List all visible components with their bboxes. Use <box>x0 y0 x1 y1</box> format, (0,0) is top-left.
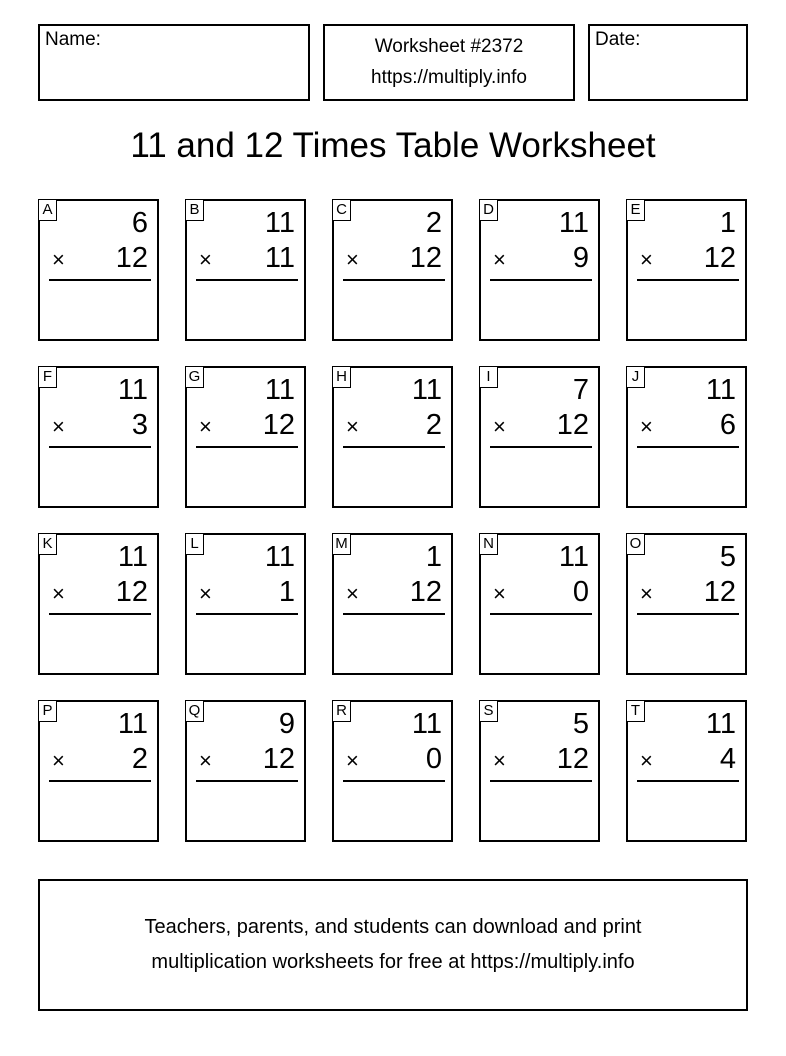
multiplicand: 1 <box>719 207 736 239</box>
problem-letter: J <box>626 366 645 388</box>
multiplier: 12 <box>262 743 295 775</box>
problem-card <box>626 533 747 675</box>
footer-line-2: multiplication worksheets for free at https://multiply.info <box>151 951 635 973</box>
page-title: 11 and 12 Times Table Worksheet <box>130 126 656 165</box>
problem-card <box>332 366 453 508</box>
answer-rule <box>49 780 151 782</box>
multiplier: 6 <box>719 409 736 441</box>
times-sign: × <box>493 581 506 606</box>
answer-rule <box>490 279 592 281</box>
multiplier: 12 <box>115 242 148 274</box>
answer-rule <box>343 780 445 782</box>
multiplicand: 11 <box>117 374 148 406</box>
problem-card <box>479 700 600 842</box>
problem-letter: F <box>38 366 57 388</box>
multiplicand: 6 <box>131 207 148 239</box>
times-sign: × <box>199 748 212 773</box>
multiplicand: 11 <box>558 207 589 239</box>
answer-rule <box>490 613 592 615</box>
problem-card <box>479 533 600 675</box>
name-box <box>38 24 310 101</box>
multiplicand: 11 <box>411 374 442 406</box>
multiplicand: 11 <box>705 374 736 406</box>
name-label: Name: <box>45 29 101 50</box>
answer-rule <box>343 446 445 448</box>
problem-letter: H <box>332 366 351 388</box>
problem-letter: T <box>626 700 645 722</box>
multiplicand: 11 <box>264 541 295 573</box>
problem-letter: M <box>332 533 351 555</box>
problem-card <box>38 366 159 508</box>
multiplier: 4 <box>719 743 736 775</box>
multiplier: 0 <box>572 576 589 608</box>
answer-rule <box>49 613 151 615</box>
multiplier: 12 <box>115 576 148 608</box>
problem-letter: Q <box>185 700 204 722</box>
problem-letter: P <box>38 700 57 722</box>
problem-card <box>626 700 747 842</box>
times-sign: × <box>346 581 359 606</box>
problem-letter: G <box>185 366 204 388</box>
multiplier: 12 <box>409 242 442 274</box>
multiplicand: 11 <box>705 708 736 740</box>
problem-card <box>332 199 453 341</box>
answer-rule <box>196 613 298 615</box>
multiplier: 3 <box>131 409 148 441</box>
multiplier: 9 <box>572 242 589 274</box>
answer-rule <box>490 446 592 448</box>
multiplier: 2 <box>131 743 148 775</box>
answer-rule <box>490 780 592 782</box>
problem-card <box>626 199 747 341</box>
footer-line-1: Teachers, parents, and students can download and print <box>144 916 642 938</box>
answer-rule <box>196 446 298 448</box>
problem-letter: L <box>185 533 204 555</box>
problem-card <box>185 366 306 508</box>
answer-rule <box>196 279 298 281</box>
worksheet-info-box <box>323 24 575 101</box>
website-url: https://multiply.info <box>371 67 527 88</box>
answer-rule <box>49 446 151 448</box>
worksheet-number: Worksheet #2372 <box>374 36 524 57</box>
problem-card <box>332 700 453 842</box>
multiplicand: 11 <box>558 541 589 573</box>
problem-card <box>479 199 600 341</box>
problem-letter: S <box>479 700 498 722</box>
answer-rule <box>343 613 445 615</box>
problem-letter: B <box>185 199 204 221</box>
times-sign: × <box>640 748 653 773</box>
problem-card <box>332 533 453 675</box>
date-label: Date: <box>595 29 641 50</box>
problem-card <box>185 533 306 675</box>
multiplicand: 1 <box>425 541 442 573</box>
multiplicand: 11 <box>264 207 295 239</box>
multiplier: 11 <box>264 242 295 274</box>
multiplicand: 11 <box>117 708 148 740</box>
multiplier: 1 <box>278 576 295 608</box>
answer-rule <box>637 780 739 782</box>
problem-card <box>185 199 306 341</box>
answer-rule <box>637 613 739 615</box>
problem-card <box>38 533 159 675</box>
problem-letter: R <box>332 700 351 722</box>
times-sign: × <box>52 748 65 773</box>
times-sign: × <box>640 581 653 606</box>
problem-card <box>38 199 159 341</box>
times-sign: × <box>493 247 506 272</box>
times-sign: × <box>640 414 653 439</box>
times-sign: × <box>199 414 212 439</box>
times-sign: × <box>346 247 359 272</box>
answer-rule <box>637 279 739 281</box>
problem-letter: C <box>332 199 351 221</box>
problem-letter: A <box>38 199 57 221</box>
times-sign: × <box>640 247 653 272</box>
problem-card <box>185 700 306 842</box>
problem-card <box>38 700 159 842</box>
date-box <box>588 24 748 101</box>
problem-letter: D <box>479 199 498 221</box>
multiplier: 2 <box>425 409 442 441</box>
problem-letter: E <box>626 199 645 221</box>
times-sign: × <box>493 414 506 439</box>
times-sign: × <box>199 581 212 606</box>
times-sign: × <box>346 748 359 773</box>
problem-card <box>479 366 600 508</box>
answer-rule <box>637 446 739 448</box>
multiplier: 12 <box>556 743 589 775</box>
multiplier: 12 <box>703 242 736 274</box>
multiplicand: 11 <box>117 541 148 573</box>
answer-rule <box>343 279 445 281</box>
answer-rule <box>49 279 151 281</box>
answer-rule <box>196 780 298 782</box>
problem-letter: K <box>38 533 57 555</box>
multiplier: 12 <box>409 576 442 608</box>
multiplicand: 11 <box>411 708 442 740</box>
problem-letter: I <box>479 366 498 388</box>
problem-card <box>626 366 747 508</box>
multiplicand: 7 <box>572 374 589 406</box>
multiplicand: 2 <box>425 207 442 239</box>
times-sign: × <box>52 414 65 439</box>
problem-letter: O <box>626 533 645 555</box>
multiplier: 12 <box>556 409 589 441</box>
times-sign: × <box>52 581 65 606</box>
times-sign: × <box>52 247 65 272</box>
times-sign: × <box>493 748 506 773</box>
multiplier: 12 <box>703 576 736 608</box>
problem-letter: N <box>479 533 498 555</box>
times-sign: × <box>199 247 212 272</box>
footer-box <box>38 879 748 1011</box>
multiplier: 12 <box>262 409 295 441</box>
multiplicand: 11 <box>264 374 295 406</box>
times-sign: × <box>346 414 359 439</box>
multiplicand: 5 <box>572 708 589 740</box>
multiplicand: 9 <box>278 708 295 740</box>
multiplicand: 5 <box>719 541 736 573</box>
multiplier: 0 <box>425 743 442 775</box>
